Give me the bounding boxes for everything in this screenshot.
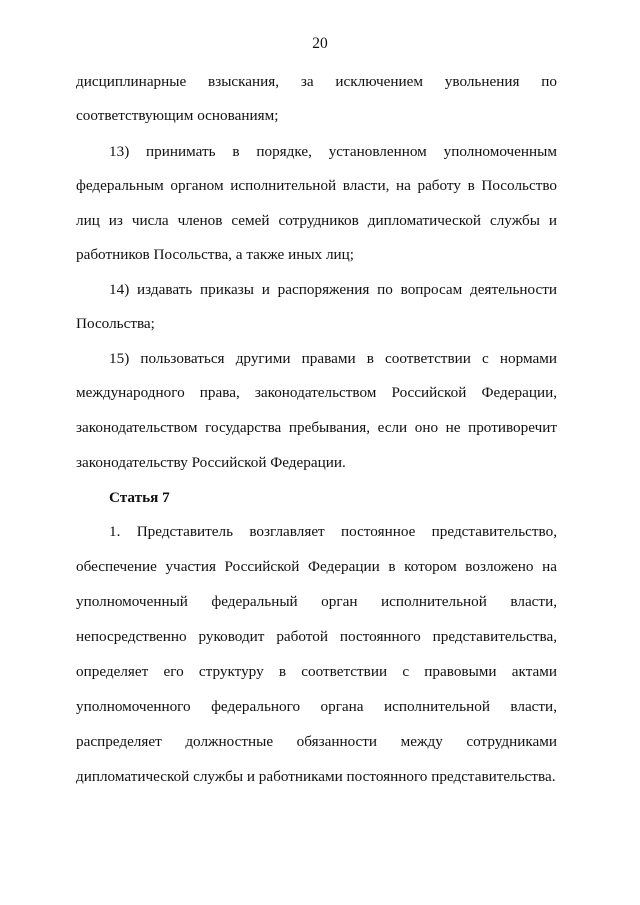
text-line: законодательству Российской Федерации. bbox=[76, 454, 346, 471]
text-line: международного права, законодательством Российской Федерации, bbox=[76, 384, 557, 401]
text-line: дисциплинарные взыскания, за исключением увольнения по bbox=[76, 73, 557, 90]
text-line: уполномоченного федерального органа исполнительной власти, bbox=[76, 698, 557, 715]
page-number: 20 bbox=[312, 35, 328, 52]
text-line: непосредственно руководит работой постоянного представительства, bbox=[76, 628, 557, 645]
text-line: Посольства; bbox=[76, 315, 155, 332]
text-line: 13) принимать в порядке, установленном уполномоченным bbox=[109, 143, 557, 160]
text-line: федеральным органом исполнительной власти, на работу в Посольство bbox=[76, 177, 557, 194]
text-line: лиц из числа членов семей сотрудников дипломатической службы и bbox=[76, 212, 557, 229]
text-line: соответствующим основаниям; bbox=[76, 107, 279, 124]
article-heading: Статья 7 bbox=[109, 489, 170, 506]
text-line: 15) пользоваться другими правами в соответствии с нормами bbox=[109, 350, 557, 367]
text-line: 14) издавать приказы и распоряжения по вопросам деятельности bbox=[109, 281, 557, 298]
text-line: 1. Представитель возглавляет постоянное представительство, bbox=[109, 523, 557, 540]
text-line: определяет его структуру в соответствии с правовыми актами bbox=[76, 663, 557, 680]
text-line: распределяет должностные обязанности между сотрудниками bbox=[76, 733, 557, 750]
text-line: обеспечение участия Российской Федерации в котором возложено на bbox=[76, 558, 557, 575]
text-line: законодательством государства пребывания, если оно не противоречит bbox=[76, 419, 557, 436]
text-line: работников Посольства, а также иных лиц; bbox=[76, 246, 354, 263]
text-line: уполномоченный федеральный орган исполнительной власти, bbox=[76, 593, 557, 610]
text-line: дипломатической службы и работниками постоянного представительства. bbox=[76, 768, 556, 785]
